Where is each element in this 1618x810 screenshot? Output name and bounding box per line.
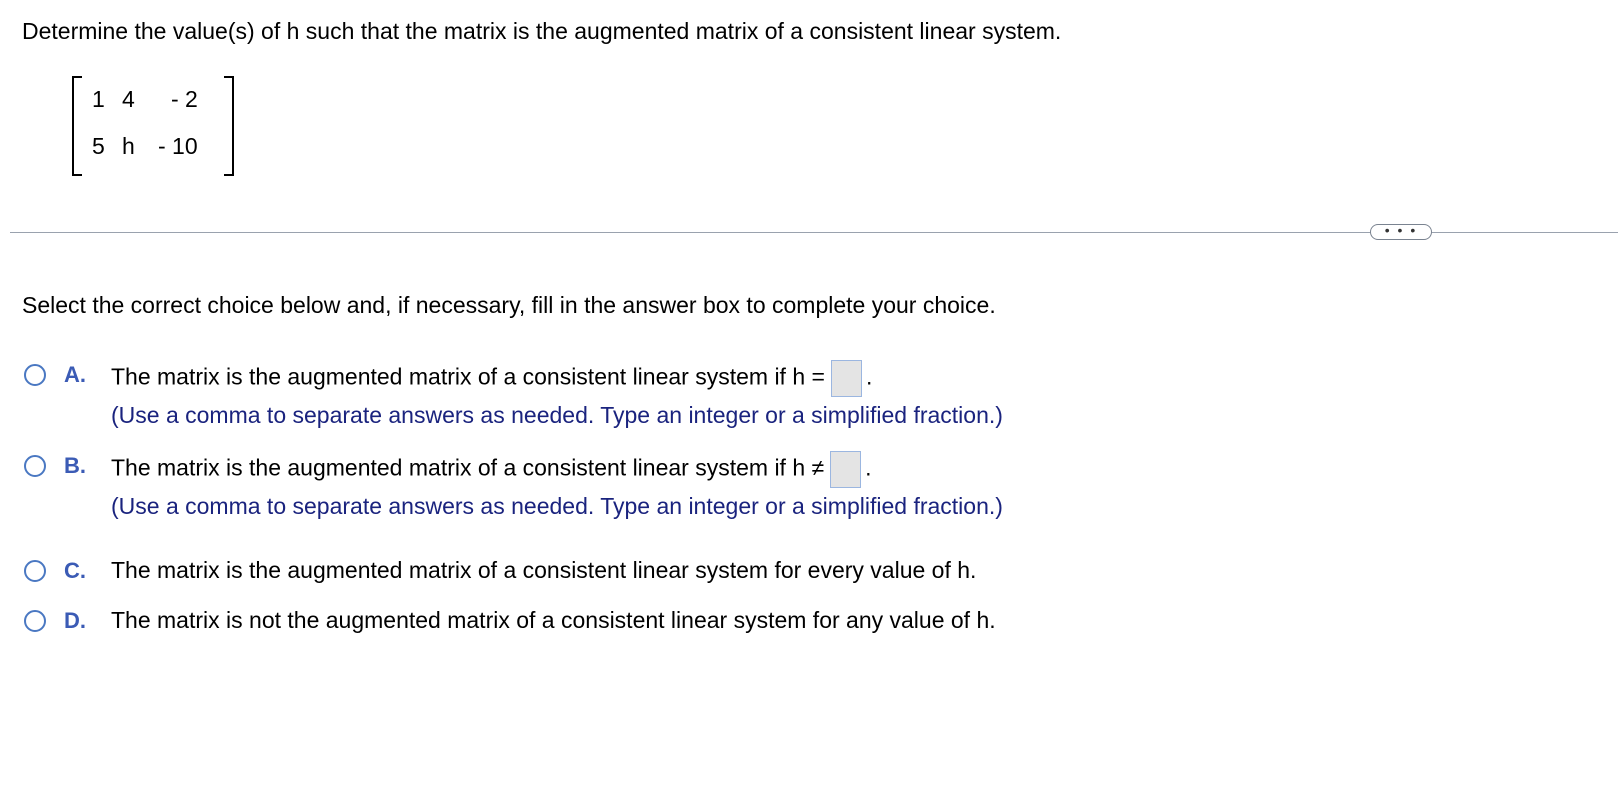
matrix-cell-r1c1: 1: [92, 86, 105, 112]
instruction-text: Select the correct choice below and, if necessary, fill in the answer box to complete your choice.: [22, 292, 996, 318]
matrix-cell-r2c2: h: [122, 133, 135, 159]
choice-b-radio[interactable]: [24, 455, 46, 477]
choice-d-text: The matrix is not the augmented matrix of a consistent linear system for any value of h.: [111, 607, 996, 633]
choice-d-letter: D.: [64, 608, 86, 633]
choice-c-letter: C.: [64, 558, 86, 583]
augmented-matrix: [72, 76, 234, 178]
choice-d-radio[interactable]: [24, 610, 46, 632]
matrix-cell-r1c3: - 2: [171, 86, 198, 112]
matrix-right-bracket: [224, 76, 234, 176]
choice-b-hint: (Use a comma to separate answers as needed. Type an integer or a simplified fraction.): [111, 493, 1003, 519]
choice-c-text: The matrix is the augmented matrix of a consistent linear system for every value of h.: [111, 557, 977, 583]
choice-c-radio[interactable]: [24, 560, 46, 582]
matrix-cell-r2c1: 5: [92, 133, 105, 159]
matrix-cell-r1c2: 4: [122, 86, 135, 112]
question-text: Determine the value(s) of h such that the matrix is the augmented matrix of a consistent linear system.: [22, 18, 1062, 44]
choice-a-answer-box[interactable]: [831, 360, 862, 397]
choice-b-answer-box[interactable]: [830, 451, 861, 488]
matrix-left-bracket: [72, 76, 82, 176]
choice-a-hint: (Use a comma to separate answers as needed. Type an integer or a simplified fraction.): [111, 402, 1003, 428]
choice-b-text: [111, 451, 872, 488]
choice-a-radio[interactable]: [24, 364, 46, 386]
choice-b-letter: B.: [64, 453, 86, 478]
choice-a-letter: A.: [64, 362, 86, 387]
choice-b-label: The matrix is the augmented matrix of a consistent linear system if h ≠: [111, 454, 825, 481]
choice-b-suffix: .: [865, 454, 872, 481]
choice-a-suffix: .: [865, 363, 873, 390]
choice-a-label: The matrix is the augmented matrix of a consistent linear system if h =: [111, 363, 825, 390]
choice-a-text: [111, 360, 872, 397]
more-options-button[interactable]: • • •: [1370, 224, 1432, 240]
matrix-cell-r2c3: - 10: [158, 133, 198, 159]
